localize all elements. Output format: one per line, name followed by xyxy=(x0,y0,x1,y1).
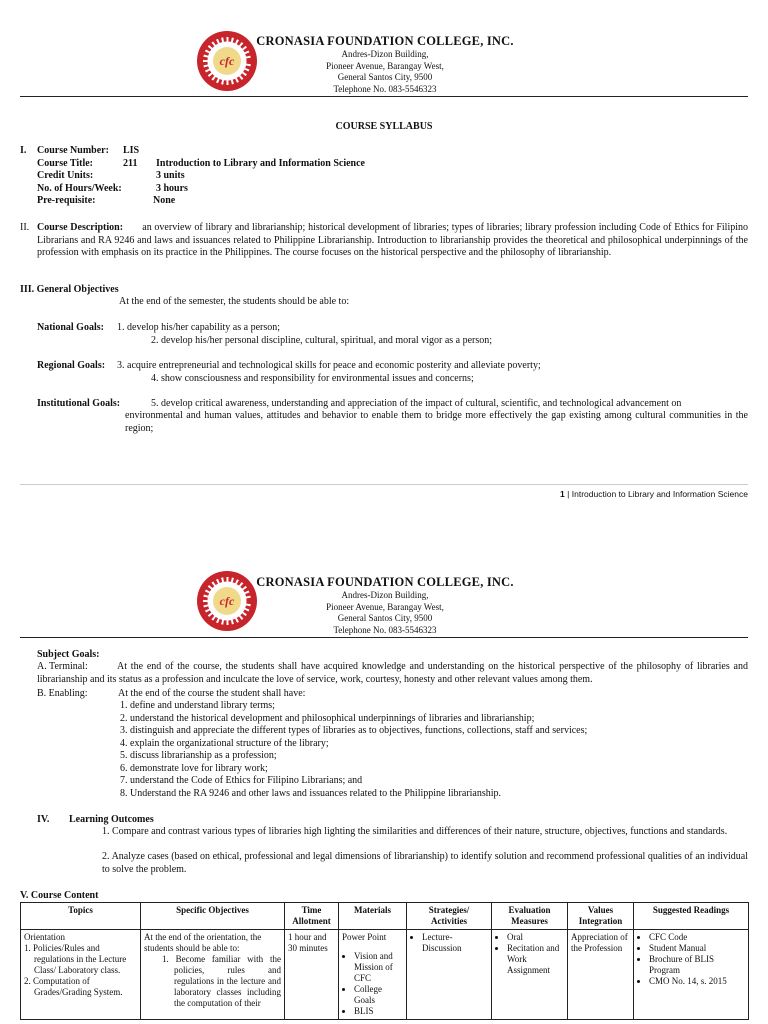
learning-outcome-1: 1. Compare and contrast various types of libraries high lighting the similarities and differences of their nature, structure, objectives, functions and standards. xyxy=(102,826,728,837)
course-number-value: LIS 211 xyxy=(123,145,140,169)
materials-title: Power Point xyxy=(342,932,387,942)
topic-item: 1. Policies/Rules and regulations in the Lecture Class/ Laboratory class. xyxy=(24,943,127,975)
national-goals-label: National Goals: xyxy=(37,322,104,333)
course-title-value: Introduction to Library and Information Science xyxy=(156,157,365,169)
letterhead-page-2 xyxy=(250,575,520,636)
enabling-item: 6. demonstrate love for library work; xyxy=(120,762,268,774)
footer-separator: | xyxy=(567,489,570,499)
course-content-heading: V. Course Content xyxy=(20,890,99,901)
course-info xyxy=(37,145,365,208)
regional-goal-2: 4. show consciousness and responsibility for environmental issues and concerns; xyxy=(151,373,474,384)
header-divider xyxy=(20,96,748,97)
table-header-row xyxy=(21,903,749,930)
section-1-numeral: I. xyxy=(20,145,27,156)
strategies-cell xyxy=(407,930,492,1020)
material-item: • Vision and Mission of CFC xyxy=(354,951,403,984)
footer-title: Introduction to Library and Information Science xyxy=(571,489,748,499)
column-header: Evaluation Measures xyxy=(492,903,568,930)
column-header: Suggested Readings xyxy=(634,903,749,930)
course-title-label: Course Title: xyxy=(37,157,94,169)
credit-units-value: 3 units xyxy=(156,170,185,181)
address-line-3: General Santos City, 9500 xyxy=(337,72,433,82)
general-objectives-heading: III. General Objectives xyxy=(20,284,119,295)
material-item: • BLIS xyxy=(354,1006,403,1017)
readings-cell xyxy=(634,930,749,1020)
hours-value: 3 hours xyxy=(156,182,188,194)
terminal-label: A. Terminal: xyxy=(37,661,88,672)
telephone-line: Telephone No. 083-5546323 xyxy=(333,83,437,94)
objective-intro: At the end of the orientation, the students should be able to: xyxy=(144,932,262,953)
reading-item: • CFC Code xyxy=(649,932,745,943)
enabling-item: 8. Understand the RA 9246 and other laws and issuances related to the Philippine librarianship. xyxy=(120,787,502,799)
course-number-label: Course Number: xyxy=(37,145,109,156)
telephone-line: Telephone No. 083-5546323 xyxy=(333,624,437,635)
learning-outcomes-heading: Learning Outcomes xyxy=(69,814,154,825)
college-seal-logo xyxy=(196,30,258,92)
course-content-table xyxy=(20,902,749,1020)
time-cell: 1 hour and 30 minutes xyxy=(285,930,339,1020)
column-header: Strategies/ Activities xyxy=(407,903,492,930)
address-line-1: Andres-Dizon Building, xyxy=(341,590,429,600)
strategy-item: • Lecture-Discussion xyxy=(422,932,488,954)
objectives-intro: At the end of the semester, the students should be able to: xyxy=(119,296,350,307)
enabling-item: 1. define and understand library terms; xyxy=(120,700,275,711)
course-description xyxy=(37,222,748,260)
enabling-item: 4. explain the organizational structure of the library; xyxy=(120,737,329,749)
enabling-intro: At the end of the course the student shall have: xyxy=(118,688,306,699)
reading-item: • Student Manual xyxy=(649,943,745,954)
address-line-2: Pioneer Avenue, Barangay West, xyxy=(326,60,444,71)
column-header: Topics xyxy=(21,903,141,930)
hours-label: No. of Hours/Week: xyxy=(37,182,122,194)
college-name: CRONASIA FOUNDATION COLLEGE, INC. xyxy=(256,34,514,48)
prerequisite-label: Pre-requisite: xyxy=(37,195,96,206)
evaluation-item: • Oral xyxy=(507,932,564,943)
course-description-text: an overview of library and librarianship; historical development of libraries; types of libraries; library profession including Code of Ethics for Filipino Librarians and RA 9246 and laws and issuances related to Philippine Librarianship. Introduction to librarianship provides the theoretical and philosophical underpinnings of the profession with emphasis on its practice in the Philippines. The course focuses on the historical perspective and the philosophy of librarianship. xyxy=(37,222,748,258)
institutional-goal-1: 5. develop critical awareness, understanding and appreciation of the impact of cultural, scientific, and technological advancement on xyxy=(151,398,682,409)
college-seal-logo-page-2 xyxy=(196,570,258,632)
values-cell: Appreciation of the Profession xyxy=(568,930,634,1020)
enabling-item: 3. distinguish and appreciate the different types of libraries as to objectives, functions, collections, staff and services; xyxy=(120,725,588,736)
column-header: Materials xyxy=(339,903,407,930)
credit-units-label: Credit Units: xyxy=(37,170,94,181)
address-line-2: Pioneer Avenue, Barangay West, xyxy=(326,601,444,612)
enabling-item: 2. understand the historical development and philosophical underpinnings of libraries and librarianship; xyxy=(120,712,535,724)
topic-title: Orientation xyxy=(24,932,65,942)
subject-goals-heading: Subject Goals: xyxy=(37,649,100,660)
section-4-numeral: IV. xyxy=(37,814,50,825)
objectives-cell xyxy=(141,930,285,1020)
column-header: Specific Objectives xyxy=(141,903,285,930)
evaluation-cell xyxy=(492,930,568,1020)
objective-item: 1. Become familiar with the policies, rules and regulations in the lecture and laboratory classes including the computation of their xyxy=(162,954,281,1008)
learning-outcome-2: 2. Analyze cases (based on ethical, professional and legal dimensions of librarianship) to identify solution and recommend professional qualities of an individual to solve the problem. xyxy=(102,851,748,875)
national-goal-2: 2. develop his/her personal discipline, cultural, spiritual, and moral vigor as a person; xyxy=(151,335,493,346)
column-header: Time Allotment xyxy=(285,903,339,930)
enabling-item: 5. discuss librarianship as a profession; xyxy=(120,750,277,761)
prerequisite-value: None xyxy=(153,195,176,206)
address-line-3: General Santos City, 9500 xyxy=(337,613,433,623)
regional-goals-label: Regional Goals: xyxy=(37,360,106,371)
enabling-item: 7. understand the Code of Ethics for Filipino Librarians; and xyxy=(120,775,363,786)
table-row xyxy=(21,930,749,1020)
enabling-label: B. Enabling: xyxy=(37,688,88,699)
page-footer xyxy=(560,488,748,501)
column-header: Values Integration xyxy=(568,903,634,930)
letterhead xyxy=(250,34,520,95)
institutional-goal-2: environmental and human values, attitudes and behavior to enable them to bridge more effectively the gap existing among cultural communities in the region; xyxy=(125,410,748,434)
materials-cell xyxy=(339,930,407,1020)
header-divider-page-2 xyxy=(20,637,748,638)
document-title: COURSE SYLLABUS xyxy=(335,121,433,132)
topics-cell xyxy=(21,930,141,1020)
footer-divider xyxy=(20,484,748,485)
institutional-goals-label: Institutional Goals: xyxy=(37,398,121,409)
section-2-numeral: II. xyxy=(20,222,30,233)
address-line-1: Andres-Dizon Building, xyxy=(341,49,429,59)
course-description-label: Course Description: xyxy=(37,222,124,233)
evaluation-item: • Recitation and Work Assignment xyxy=(507,943,564,976)
material-item: • College Goals xyxy=(354,984,403,1006)
enabling-list xyxy=(120,700,748,800)
reading-item: • Brochure of BLIS Program xyxy=(649,954,745,976)
terminal-text: At the end of the course, the students shall have acquired knowledge and understanding on the historical perspective of the philosophy of libraries and librarianship and its status as a profession and inculcate the love of service, work, courtesy, honesty and other relevant values among them. xyxy=(37,661,748,685)
svg-text:cfc: cfc xyxy=(219,594,235,608)
national-goal-1: 1. develop his/her capability as a person; xyxy=(117,322,281,333)
college-name: CRONASIA FOUNDATION COLLEGE, INC. xyxy=(256,575,514,589)
reading-item: • CMO No. 14, s. 2015 xyxy=(649,976,745,987)
topic-item: 2. Computation of Grades/Grading System. xyxy=(24,976,123,997)
page-number: 1 xyxy=(560,489,565,499)
regional-goal-1: 3. acquire entrepreneurial and technological skills for peace and economic posterity and alleviate poverty; xyxy=(117,360,541,371)
svg-text:cfc: cfc xyxy=(219,54,235,68)
